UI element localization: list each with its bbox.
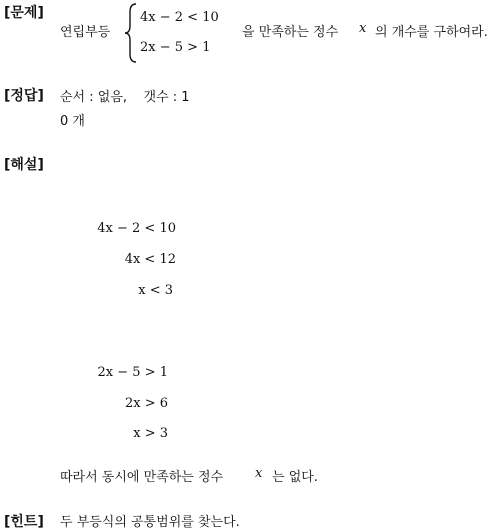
system-eq-2: 2x − 5 > 1 (140, 40, 211, 55)
answer-line-1: 순서 : 없음, 갯수 : 1 (60, 90, 190, 105)
system-brace (124, 2, 138, 64)
solution-block1-row-2: 4x < 12 (124, 252, 176, 267)
solution-block1-row-1: 4x − 2 < 10 (97, 221, 176, 236)
problem-text-before-var: 을 만족하는 정수 (242, 25, 339, 40)
problem-text-after-var: 의 개수를 구하여라. (375, 25, 488, 40)
solution-conclusion-after-var: 는 없다. (272, 470, 318, 485)
answer-line-2: 0 개 (60, 114, 85, 129)
hint-text: 두 부등식의 공통범위를 찾는다. (60, 515, 240, 530)
hint-label: [힌트] (4, 514, 44, 530)
solution-label: [해설] (4, 157, 44, 173)
answer-label: [정답] (4, 88, 44, 104)
problem-label: [문제] (4, 5, 44, 21)
solution-block2-row-2: 2x > 6 (124, 396, 168, 411)
solution-conclusion-before-var: 따라서 동시에 만족하는 정수 (60, 470, 224, 485)
solution-block2-row-3: x > 3 (133, 426, 168, 441)
solution-conclusion-var: x (255, 466, 263, 481)
solution-block2-row-1: 2x − 5 > 1 (97, 365, 168, 380)
system-eq-1: 4x − 2 < 10 (140, 10, 219, 25)
problem-var: x (359, 21, 367, 36)
problem-prefix: 연립부등 (60, 25, 111, 40)
solution-block1-row-3: x < 3 (138, 283, 173, 298)
